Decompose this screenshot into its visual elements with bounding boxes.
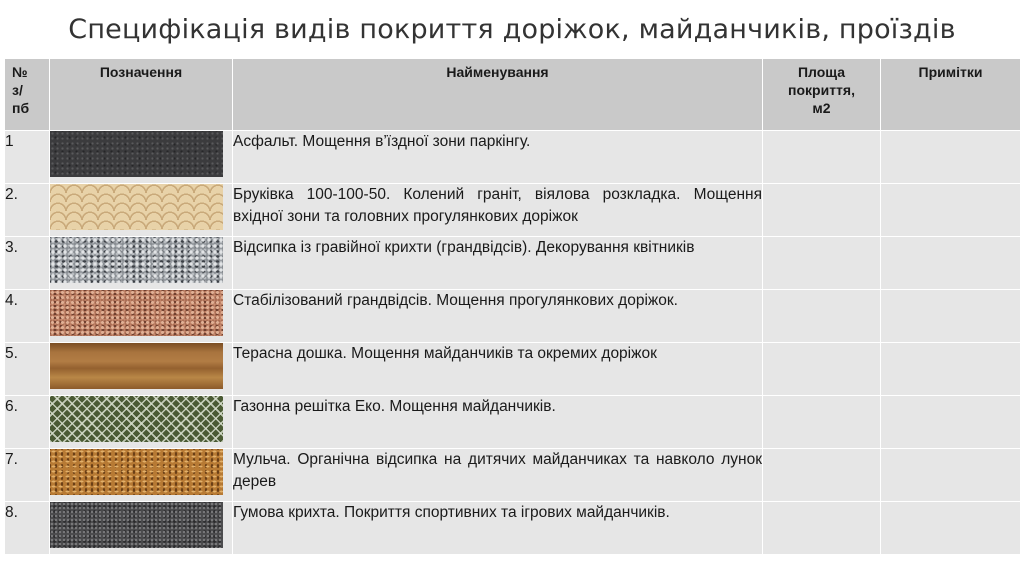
table-row [5, 502, 1021, 555]
row-number: 2. [5, 184, 50, 237]
row-name: Бруківка 100-100-50. Колений граніт, віялова розкладка. Мощення вхідної зони та головних прогулянкових доріжок [233, 184, 763, 237]
row-area [763, 502, 881, 555]
rubber-crumb-texture-swatch [50, 502, 223, 548]
mulch-texture-swatch [50, 449, 223, 495]
row-notes [881, 502, 1021, 555]
table-row [5, 396, 1021, 449]
row-number: 4. [5, 290, 50, 343]
table-row [5, 184, 1021, 237]
designation-cell [50, 184, 233, 237]
specification-table [4, 58, 1021, 555]
lawn-grid-texture-swatch [50, 396, 223, 442]
table-row [5, 290, 1021, 343]
designation-cell [50, 502, 233, 555]
row-name: Гумова крихта. Покриття спортивних та ігрових майданчиків. [233, 502, 763, 555]
row-number: 8. [5, 502, 50, 555]
row-number: 6. [5, 396, 50, 449]
header-number-line: № [12, 64, 28, 80]
asphalt-texture-swatch [50, 131, 223, 177]
row-number: 7. [5, 449, 50, 502]
designation-cell [50, 237, 233, 290]
row-name: Мульча. Органічна відсипка на дитячих майданчиках та навколо лунок дерев [233, 449, 763, 502]
table-header-row [5, 59, 1021, 131]
header-number-line: пб [12, 100, 30, 116]
header-area-line: Площа [797, 64, 846, 80]
row-notes [881, 131, 1021, 184]
row-notes [881, 343, 1021, 396]
row-number: 3. [5, 237, 50, 290]
designation-cell [50, 131, 233, 184]
row-name: Асфальт. Мощення в’їздної зони паркінгу. [233, 131, 763, 184]
designation-cell [50, 290, 233, 343]
row-name: Стабілізований грандвідсів. Мощення прогулянкових доріжок. [233, 290, 763, 343]
header-number [5, 59, 50, 131]
header-area-line: м2 [812, 100, 831, 116]
paving-stone-texture-swatch [50, 184, 223, 230]
terrace-board-texture-swatch [50, 343, 223, 389]
row-area [763, 396, 881, 449]
designation-cell [50, 396, 233, 449]
row-area [763, 237, 881, 290]
row-number: 5. [5, 343, 50, 396]
row-name: Терасна дошка. Мощення майданчиків та окремих доріжок [233, 343, 763, 396]
row-notes [881, 237, 1021, 290]
row-notes [881, 290, 1021, 343]
designation-cell [50, 343, 233, 396]
header-name: Найменування [233, 59, 763, 131]
page-title: Специфікація видів покриття доріжок, майданчиків, проїздів [68, 14, 956, 45]
table-row [5, 449, 1021, 502]
row-notes [881, 396, 1021, 449]
row-notes [881, 449, 1021, 502]
row-area [763, 449, 881, 502]
header-area [763, 59, 881, 131]
row-name: Газонна решітка Еко. Мощення майданчиків. [233, 396, 763, 449]
table-row [5, 237, 1021, 290]
table-row [5, 343, 1021, 396]
table-row [5, 131, 1021, 184]
header-designation: Позначення [50, 59, 233, 131]
row-area [763, 343, 881, 396]
row-area [763, 131, 881, 184]
row-area [763, 184, 881, 237]
row-notes [881, 184, 1021, 237]
row-area [763, 290, 881, 343]
header-area-line: покриття, [788, 82, 855, 98]
row-name: Відсипка із гравійної крихти (грандвідсів). Декорування квітників [233, 237, 763, 290]
stabilized-gravel-texture-swatch [50, 290, 223, 336]
row-number: 1 [5, 131, 50, 184]
header-notes: Примітки [881, 59, 1021, 131]
gravel-texture-swatch [50, 237, 223, 283]
designation-cell [50, 449, 233, 502]
header-number-line: з/ [12, 82, 23, 98]
